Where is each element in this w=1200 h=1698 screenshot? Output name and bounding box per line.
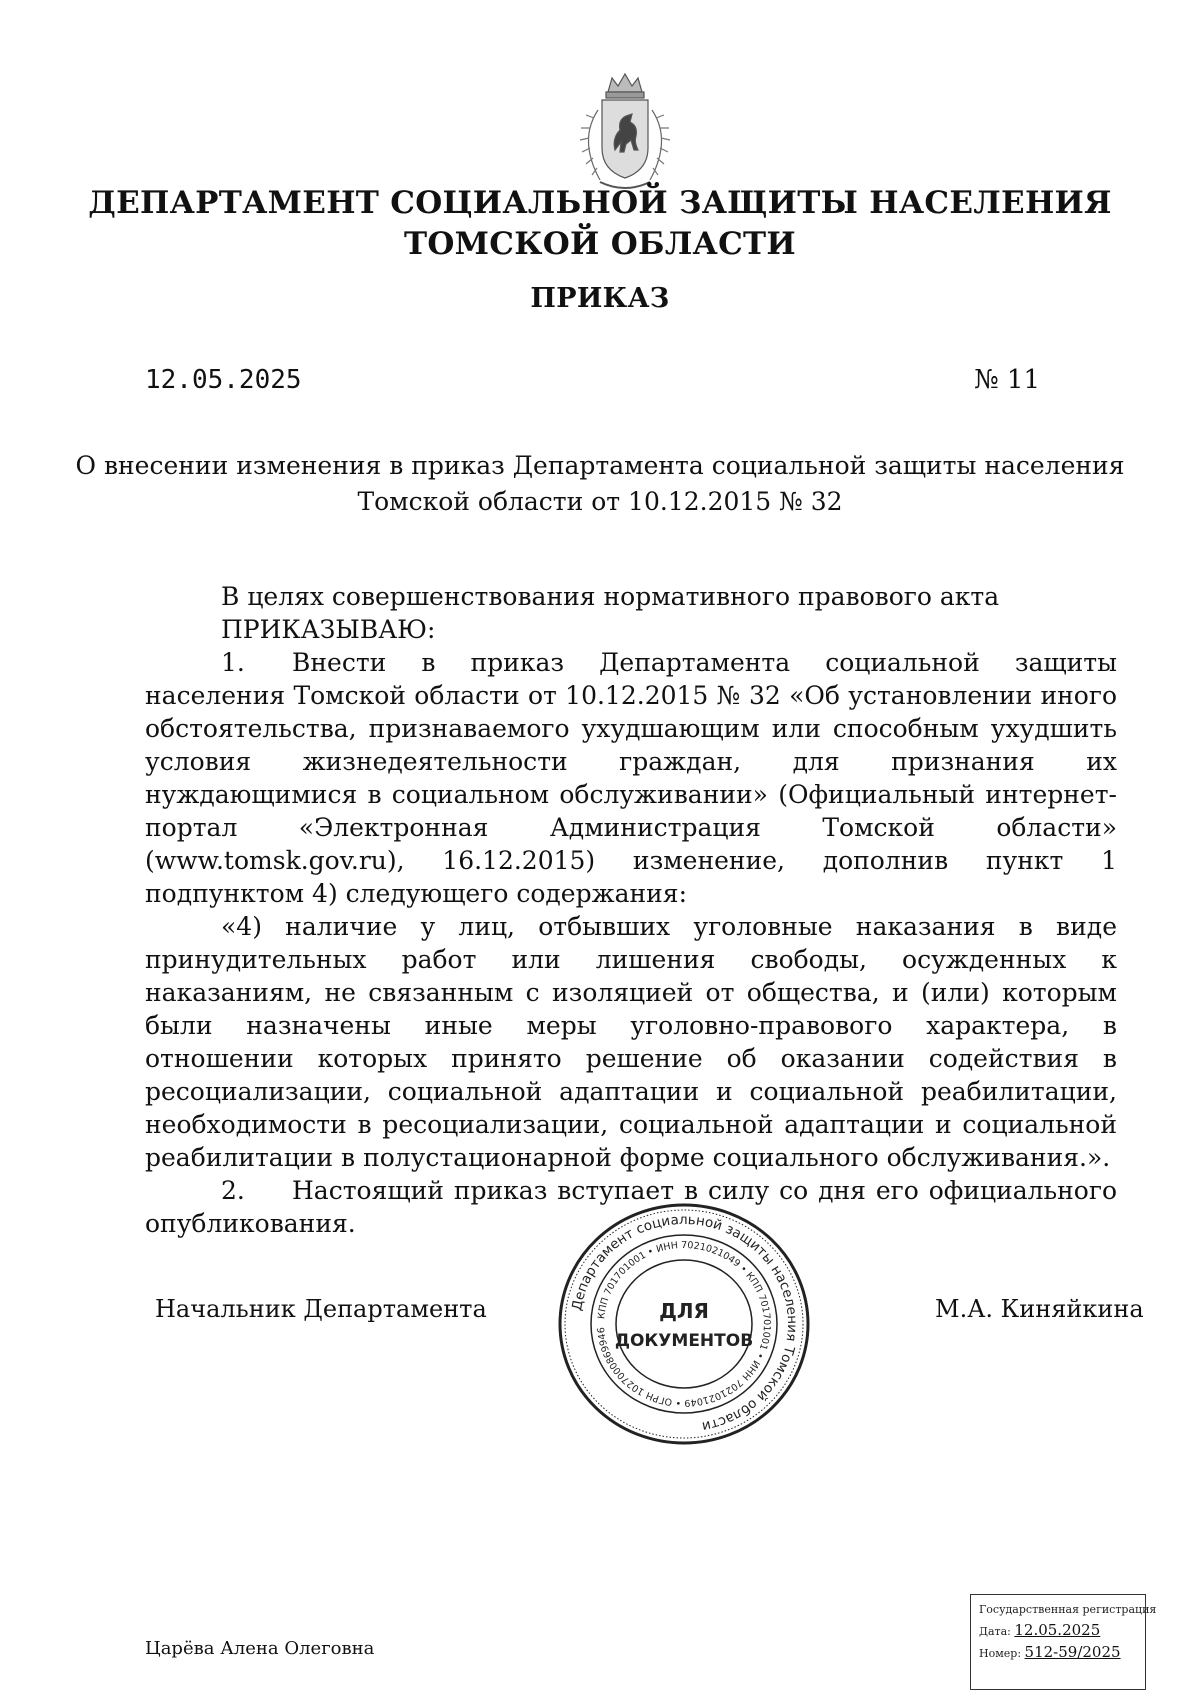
document-number: № 11: [974, 365, 1040, 395]
document-author: Царёва Алена Олеговна: [145, 1638, 375, 1659]
order-word: ПРИКАЗЫВАЮ:: [221, 615, 436, 644]
seal-center-line2: ДОКУМЕНТОВ: [614, 1331, 754, 1351]
registration-number-value: 512-59/2025: [1024, 1643, 1121, 1661]
signatory-position: Начальник Департамента: [155, 1295, 487, 1323]
subject-line2: Томской области от 10.12.2015 № 32: [357, 487, 843, 516]
registration-date-value: 12.05.2025: [1014, 1621, 1101, 1639]
official-seal-stamp: [555, 1200, 813, 1448]
registration-number-label: Номер:: [979, 1647, 1022, 1660]
registration-title: Государственная регистрация: [979, 1603, 1157, 1616]
document-type-heading: ПРИКАЗ: [530, 283, 670, 314]
registration-number-row: [979, 1642, 1137, 1664]
document-subject: [0, 448, 1200, 520]
item-2-text: Настоящий приказ вступает в силу со дня его официального опубликования.: [145, 1176, 1117, 1238]
item-1-paragraph: [145, 646, 1117, 910]
item-1-text: Внести в приказ Департамента социальной защиты населения Томской области от 10.12.2015 № 32 «Об установлении иного обстоятельства, признаваемого ухудшающим или способным ухудшить условия жизнедеятельности граждан, для признания их нуждающимися в социальном обслуживании» (Официальный интернет-портал «Электронная Администрация Томской области» (www.tomsk.gov.ru), 16.12.2015) изменение, дополнив пункт 1 подпунктом 4) следующего содержания:: [145, 648, 1117, 908]
registration-date-row: [979, 1620, 1137, 1642]
subject-line1: О внесении изменения в приказ Департамента социальной защиты населения: [75, 451, 1125, 480]
registration-date-label: Дата:: [979, 1625, 1011, 1638]
preamble-paragraph: В целях совершенствования нормативного правового акта: [221, 582, 1000, 611]
seal-ring-text: Департамент социальной защиты населения Томской области: [568, 1211, 801, 1435]
registration-box: [970, 1594, 1157, 1690]
document-date: 12.05.2025: [145, 365, 302, 395]
seal-center-line1: ДЛЯ: [659, 1299, 709, 1323]
signatory-name: М.А. Киняйкина: [935, 1295, 1144, 1323]
document-body: [145, 580, 1117, 1240]
item-1-number: 1.: [221, 648, 245, 677]
seal-inner-ring-text: КПП 701701001 • ИНН 7021021049 • КПП 701701001 • ИНН 7021021049 • ОГРН 1027000869946: [596, 1239, 773, 1409]
quoted-subitem-paragraph: «4) наличие у лиц, отбывших уголовные наказания в виде принудительных работ или лишения свободы, осужденных к наказаниям, не связанным с изоляцией от общества, и (или) которым были назначены иные меры уголовно-правового характера, в отношении которых принято решение об оказании содействия в ресоциализации, социальной адаптации и социальной реабилитации, необходимости в ресоциализации, социальной адаптации и социальной реабилитации в полустационарной форме социального обслуживания.».: [145, 912, 1117, 1172]
department-title-line2: ТОМСКОЙ ОБЛАСТИ: [403, 226, 797, 262]
department-title-line1: ДЕПАРТАМЕНТ СОЦИАЛЬНОЙ ЗАЩИТЫ НАСЕЛЕНИЯ: [88, 185, 1112, 221]
item-2-number: 2.: [221, 1176, 245, 1205]
